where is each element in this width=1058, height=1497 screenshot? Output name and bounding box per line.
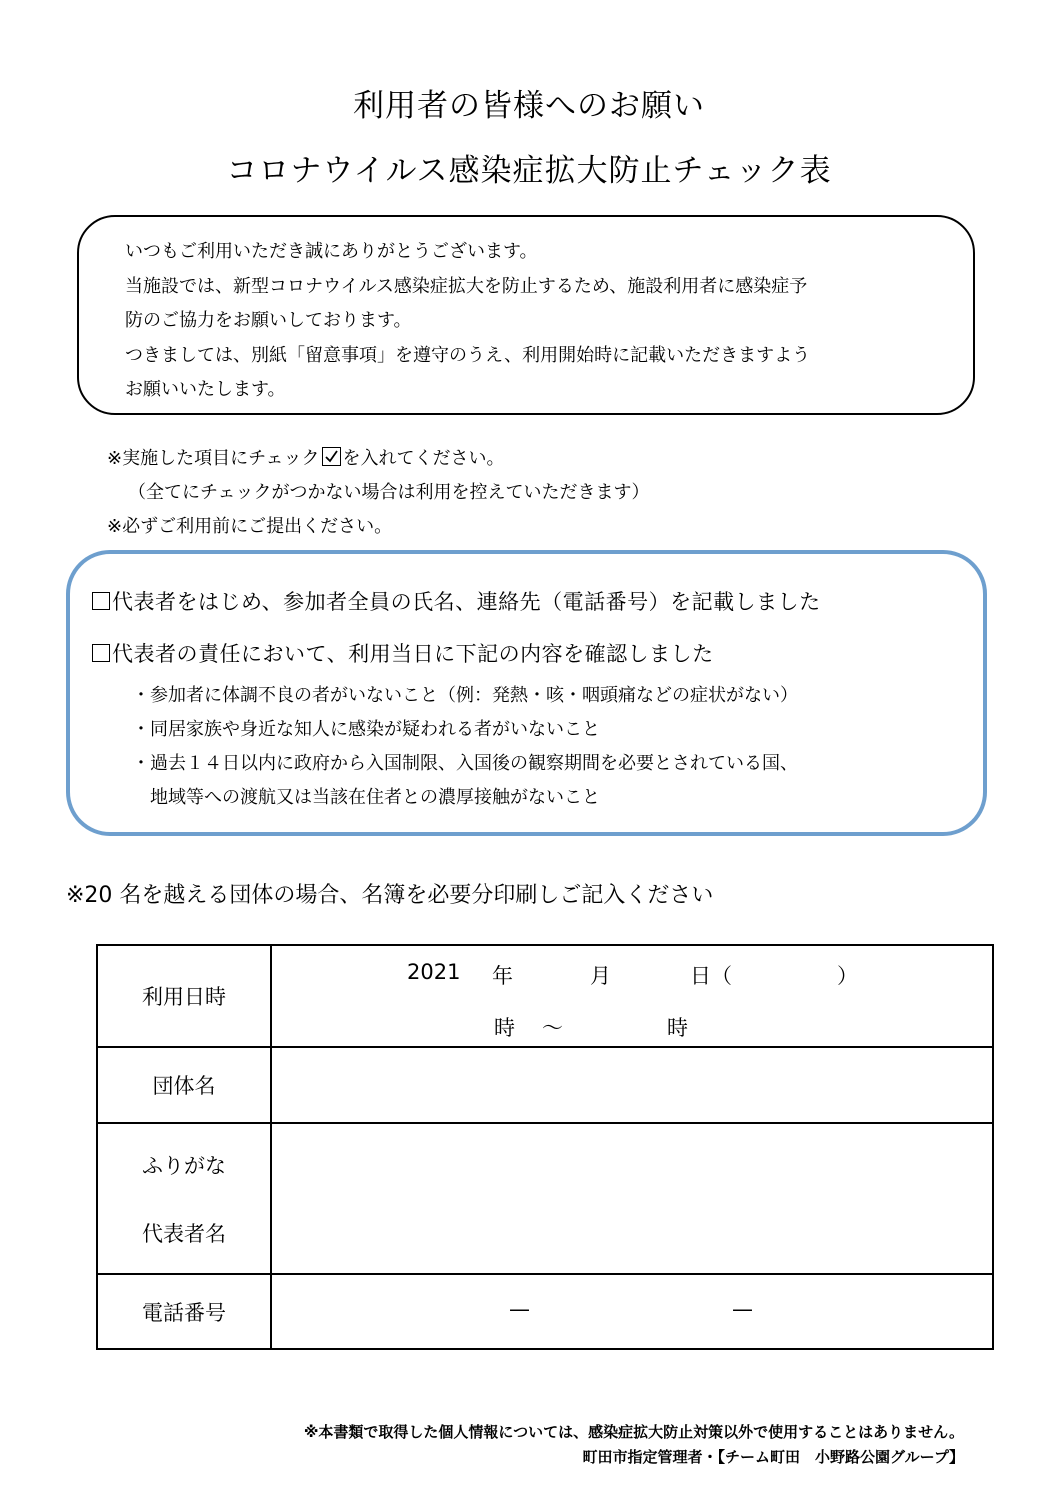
intro-line: 当施設では、新型コロナウイルス感染症拡大を防止するため、施設利用者に感染症予 xyxy=(125,276,808,297)
page-title: 利用者の皆様へのお願い xyxy=(353,88,705,124)
checkmark-icon xyxy=(322,447,341,466)
checklist-item-label: 代表者の責任において、利用当日に下記の内容を確認しました xyxy=(112,642,714,666)
intro-line: いつもご利用いただき誠にありがとうございます。 xyxy=(125,241,538,262)
check-instruction xyxy=(107,444,505,470)
representative-field[interactable] xyxy=(271,1123,993,1274)
checklist-box xyxy=(66,550,987,836)
phone-field[interactable] xyxy=(271,1274,993,1349)
checklist-subitem: 地域等への渡航又は当該在住者との濃厚接触がないこと xyxy=(150,787,600,808)
checkbox-icon[interactable] xyxy=(92,592,110,610)
manager-credit: 町田市指定管理者・【チーム町田 小野路公園グループ】 xyxy=(582,1448,964,1466)
month-unit: 月 xyxy=(590,964,611,988)
registration-form xyxy=(96,944,994,1350)
check-condition-note: （全てにチェックがつかない場合は利用を控えていただきます） xyxy=(128,482,650,503)
day-unit: 日（ xyxy=(690,964,732,988)
checklist-item-confirm[interactable] xyxy=(92,638,714,668)
checkbox-icon[interactable] xyxy=(92,644,110,662)
check-instruction-text: ※実施した項目にチェック xyxy=(107,448,320,469)
hour-from-unit: 時 xyxy=(494,1016,515,1040)
intro-box xyxy=(77,215,975,415)
form-row-phone xyxy=(97,1274,993,1349)
intro-line: つきましては、別紙「留意事項」を遵守のうえ、利用開始時に記載いただきますよう xyxy=(125,345,811,366)
privacy-note: ※本書類で取得した個人情報については、感染症拡大防止対策以外で使用することはありません。 xyxy=(303,1423,964,1441)
checklist-subitem: ・参加者に体調不良の者がいないこと（例：発熱・咳・咽頭痛などの症状がない） xyxy=(132,685,798,706)
date-field[interactable] xyxy=(271,945,993,1047)
form-row-representative xyxy=(97,1123,993,1274)
hour-to-unit: 時 xyxy=(667,1016,688,1040)
phone-label: 電話番号 xyxy=(97,1274,271,1349)
date-year: 2021 xyxy=(407,960,461,984)
phone-separator: — xyxy=(732,1297,753,1321)
check-instruction-text-end: を入れてください。 xyxy=(342,448,505,469)
form-row-group xyxy=(97,1047,993,1123)
representative-label-cell xyxy=(97,1123,271,1274)
checklist-item-label: 代表者をはじめ、参加者全員の氏名、連絡先（電話番号）を記載しました xyxy=(112,590,821,614)
phone-separator: — xyxy=(509,1297,530,1321)
submit-note: ※必ずご利用前にご提出ください。 xyxy=(107,516,393,537)
time-range-tilde: ～ xyxy=(542,1016,563,1040)
weekday-close: ） xyxy=(837,964,858,988)
page-subtitle: コロナウイルス感染症拡大防止チェック表 xyxy=(226,153,832,189)
checklist-subitem: ・同居家族や身近な知人に感染が疑われる者がいないこと xyxy=(132,719,600,740)
form-row-date xyxy=(97,945,993,1047)
representative-label: 代表者名 xyxy=(142,1222,226,1246)
group-name-label: 団体名 xyxy=(97,1047,271,1123)
intro-line: 防のご協力をお願いしております。 xyxy=(125,310,412,331)
furigana-label: ふりがな xyxy=(142,1154,226,1178)
group-name-field[interactable] xyxy=(271,1047,993,1123)
date-label: 利用日時 xyxy=(97,945,271,1047)
year-unit: 年 xyxy=(492,964,513,988)
group-roster-note: ※20 名を越える団体の場合、名簿を必要分印刷しご記入ください xyxy=(66,883,714,908)
intro-line: お願いいたします。 xyxy=(125,379,286,400)
checklist-subitem: ・過去１４日以内に政府から入国制限、入国後の観察期間を必要とされている国、 xyxy=(132,753,798,774)
checklist-item-contacts[interactable] xyxy=(92,586,821,616)
